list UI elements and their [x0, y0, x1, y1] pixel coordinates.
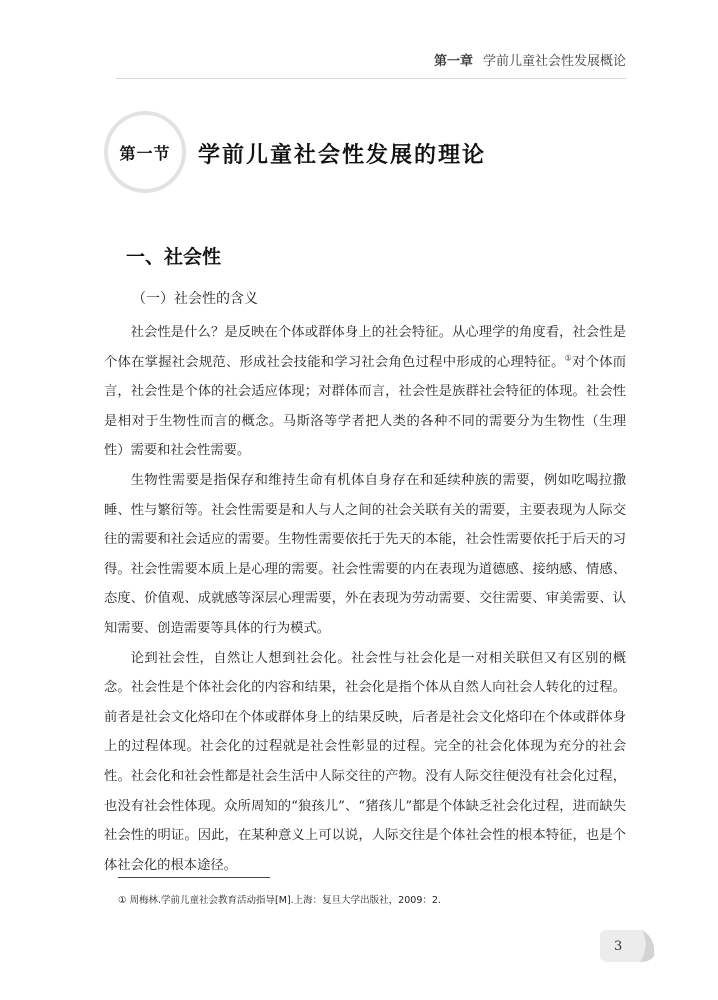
paragraph-1-text-a: 社会性是什么？是反映在个体或群体身上的社会特征。从心理学的角度看，社会性是个体在掌握社会规范、形成社会技能和学习社会角色过程中形成的心理特征。: [104, 325, 626, 370]
header-divider: [116, 78, 626, 79]
running-head-chapter: 第一章: [433, 54, 473, 69]
footnote: ① 周梅林.学前儿童社会教育活动指导[M].上海：复旦大学出版社，2009：2.: [118, 895, 441, 906]
paragraph-1: [104, 318, 626, 466]
section-number: 第一节: [119, 143, 171, 163]
paragraph-3: 论到社会性，自然让人想到社会化。社会性与社会化是一对相关联但又有区别的概念。社会性是个体社会化的内容和结果，社会化是指个体从自然人向社会人转化的过程。前者是社会文化烙印在个体或群体身上的结果反映，后者是社会文化烙印在个体或群体身上的过程体现。社会化的过程就是社会性彰显的过程。完全的社会化体现为充分的社会性。社会化和社会性都是社会生活中人际交往的产物。没有人际交往便没有社会化过程，也没有社会性体现。众所周知的“狼孩儿”、“猪孩儿”都是个体缺乏社会化过程，进而缺失社会性的明证。因此，在某种意义上可以说，人际交往是个体社会性的根本特征，也是个体社会化的根本途径。: [104, 650, 626, 873]
page-number-tab: [600, 930, 656, 962]
section-number-badge: [104, 111, 186, 193]
footnote-divider: [118, 877, 270, 878]
paragraph-2: 生物性需要是指保存和维持生命有机体自身存在和延续种族的需要，例如吃喝拉撒睡、性与繁衍等。社会性需要是和人与人之间的社会关联有关的需要，主要表现为人际交往的需要和社会适应的需要。生物性需要依托于先天的本能，社会性需要依托于后天的习得。社会性需要本质上是心理的需要。社会性需要的内在表现为道德感、接纳感、情感、态度、价值观、成就感等深层心理需要，外在表现为劳动需要、交往需要、审美需要、认知需要、创造需要等具体的行为模式。: [104, 472, 626, 636]
page-tab-leaf-icon: [600, 930, 656, 962]
paragraph-1-text-b: 对个体而言，社会性是个体的社会适应体现；对群体而言，社会性是族群社会特征的体现。社会性是相对于生物性而言的概念。马斯洛等学者把人类的各种不同的需要分为生物性（生理性）需要和社会性需要。: [104, 354, 627, 459]
footnote-marker[interactable]: ①: [564, 353, 573, 363]
page-number: 3: [614, 939, 623, 954]
section-title: 学前儿童社会性发展的理论: [198, 143, 487, 168]
body-text: [104, 318, 626, 880]
running-head-title: 学前儿童社会性发展概论: [482, 54, 626, 69]
running-head: [434, 50, 626, 69]
heading-social-nature: 一、社会性: [126, 246, 222, 268]
subheading-meaning: （一）社会性的含义: [132, 291, 258, 307]
